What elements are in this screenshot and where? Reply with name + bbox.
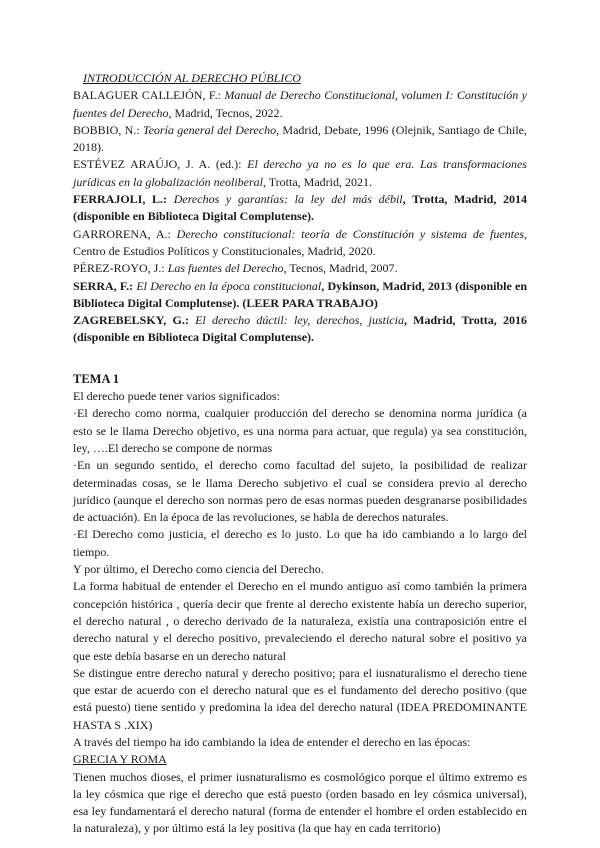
bib-entry: BALAGUER CALLEJÓN, F.: Manual de Derecho Constitucional, volumen I: Constitución y fuentes del Derecho, Madrid, Tecnos, 2022. <box>73 88 527 120</box>
paragraph: El derecho puede tener varios significados: <box>73 389 280 404</box>
subsection-heading: GRECIA Y ROMA <box>73 752 167 767</box>
bib-entry: ESTÉVEZ ARAÚJO, J. A. (ed.): El derecho ya no es lo que era. Las transformaciones jurídicas en la globalización neoliberal, Trotta, Madrid, 2021. <box>73 157 527 189</box>
bib-entry: GARRORENA, A.: Derecho constitucional: teoría de Constitución y sistema de fuentes, Centro de Estudios Políticos y Constitucionales, Madrid, 2020. <box>73 226 527 258</box>
paragraph: La forma habitual de entender el Derecho en el mundo antiguo así como también la primera concepción histórica , quería decir que frente al derecho existente había un derecho superior, el derecho natural , o derecho derivado de la naturaleza, existía una contraposición entre el derecho natural y el derecho positivo, prevaleciendo el derecho natural sobre el positivo ya que este debía basarse en un derecho natural <box>73 579 527 663</box>
paragraph: ·En un segundo sentido, el derecho como facultad del sujeto, la posibilidad de realizar determinadas cosas, se le llama Derecho subjetivo el cual se considera previo al derecho jurídico (aunque el derecho son normas pero de esas normas pueden desgranarse posibilidades de actuación). En la época de las revoluciones, se habla de derechos naturales. <box>73 458 527 525</box>
paragraph: Y por último, el Derecho como ciencia del Derecho. <box>73 562 324 577</box>
section-spacer <box>73 347 527 371</box>
paragraph: A través del tiempo ha ido cambiando la idea de entender el derecho en las épocas: <box>73 734 471 749</box>
paragraph: ·El Derecho como justicia, el derecho es lo justo. Lo que ha ido cambiando a lo largo del tiempo. <box>73 527 527 559</box>
bib-entry: SERRA, F.: El Derecho en la época constitucional, Dykinson, Madrid, 2013 (disponible en Biblioteca Digital Complutense). (LEER PARA TRABAJO) <box>73 278 528 310</box>
paragraph: Tienen muchos dioses, el primer iusnaturalismo es cosmológico porque el último extremo es la ley cósmica que rige el derecho que está puesto (orden basado en ley cósmica universal), esa ley fundamentará el derecho natural (forma de entender el hombre el orden establecido en la naturaleza), y por último está la ley positiva (la que hay en cada territorio) <box>73 769 527 836</box>
section-heading: TEMA 1 <box>73 371 120 386</box>
bib-entry: PÉREZ-ROYO, J.: Las fuentes del Derecho, Tecnos, Madrid, 2007. <box>73 261 398 276</box>
bib-entry: FERRAJOLI, L.: Derechos y garantías: la ley del más débil, Trotta, Madrid, 2014 (disponible en Biblioteca Digital Complutense). <box>73 192 528 224</box>
paragraph: ·El derecho como norma, cualquier producción del derecho se denomina norma jurídica (a esto se le llama Derecho objetivo, es una norma para actuar, que regula) ya sea constitución, ley, ….El derecho se compone de normas <box>73 406 527 455</box>
intro-heading: INTRODUCCIÓN AL DERECHO PÚBLICO <box>83 71 301 85</box>
bib-entry: BOBBIO, N.: Teoría general del Derecho, Madrid, Debate, 1996 (Olejnik, Santiago de Chile, 2018). <box>73 122 527 155</box>
bib-entry: ZAGREBELSKY, G.: El derecho dúctil: ley, derechos, justicia, Madrid, Trotta, 2016 (disponible en Biblioteca Digital Complutense). <box>73 313 527 345</box>
paragraph: Se distingue entre derecho natural y derecho positivo; para el iusnaturalismo el derecho tiene que estar de acuerdo con el derecho natural que es el fundamento del derecho positivo (que está puesto) tiene sentido y predomina la idea del derecho natural (IDEA PREDOMINANTE HASTA S .XIX) <box>73 665 527 732</box>
document-body <box>73 70 527 838</box>
